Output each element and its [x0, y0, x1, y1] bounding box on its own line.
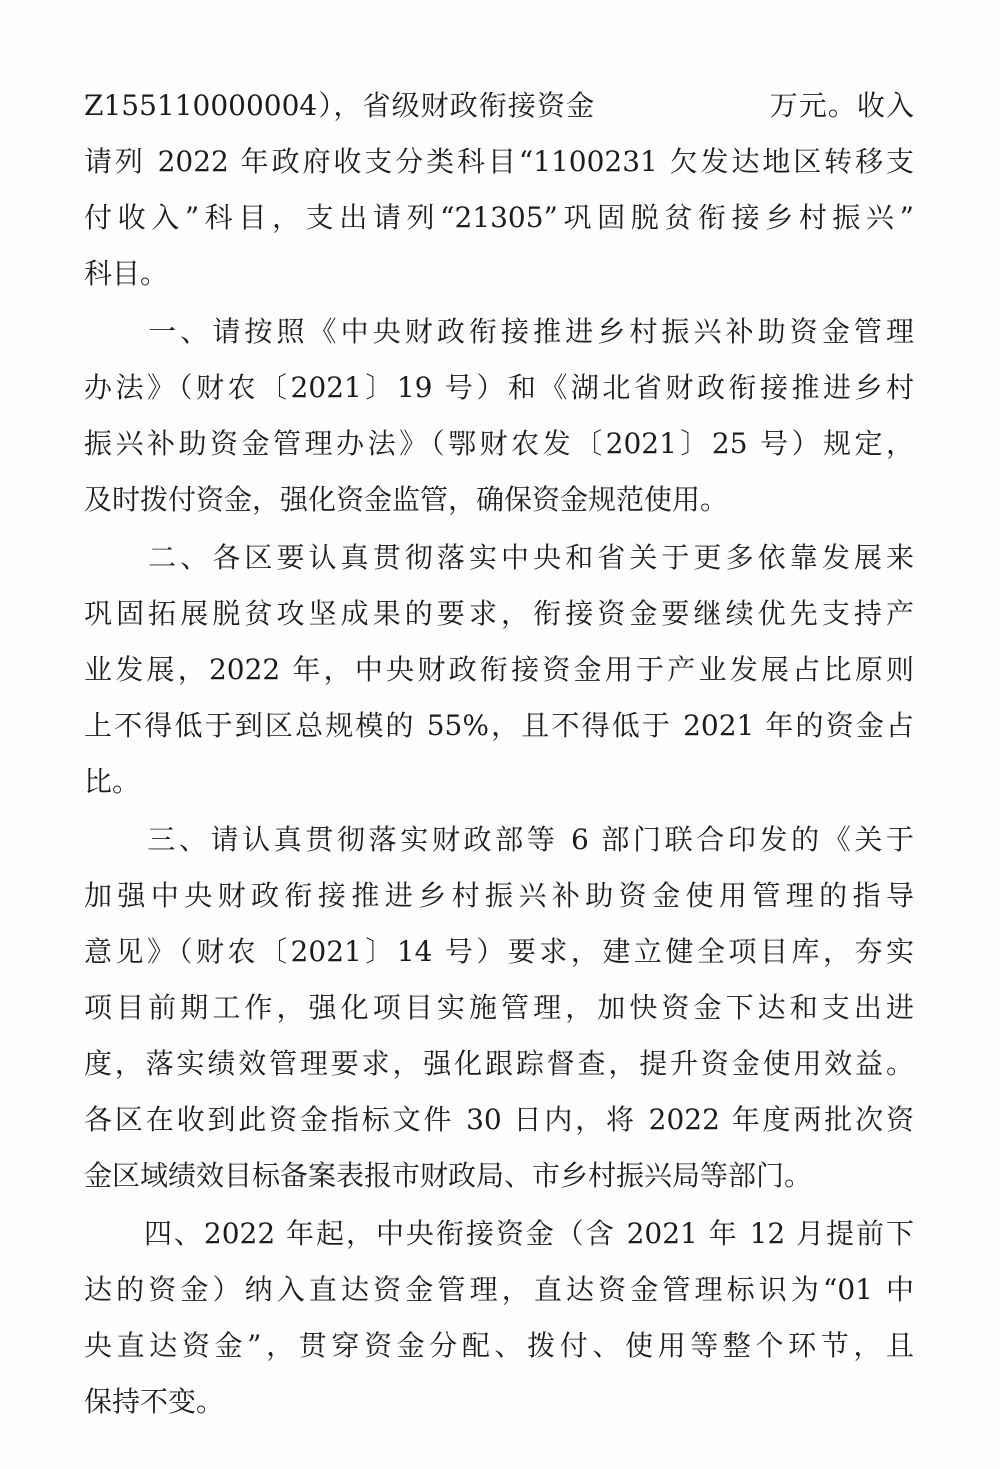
text-line: Z155110000004），省级财政衔接资金 万元。收入 — [84, 89, 914, 122]
text-line: 金区域绩效目标备案表报市财政局、市乡村振兴局等部门。 — [84, 1159, 813, 1192]
text-line: 加强中央财政衔接推进乡村振兴补助资金使用管理的指导 — [84, 879, 914, 912]
text-line: 二、各区要认真贯彻落实中央和省关于更多依靠发展来 — [84, 541, 914, 574]
text-line: 保持不变。 — [84, 1385, 225, 1418]
text-line: 意见》（财农〔2021〕14 号）要求，建立健全项目库，夯实 — [84, 935, 914, 968]
text-line: 达的资金）纳入直达资金管理，直达资金管理标识为“01 中 — [84, 1273, 914, 1306]
text-line: 四、2022 年起，中央衔接资金（含 2021 年 12 月提前下 — [84, 1217, 914, 1250]
text-line: 度，落实绩效管理要求，强化跟踪督查，提升资金使用效益。 — [84, 1047, 914, 1080]
text-line: 振兴补助资金管理办法》（鄂财农发〔2021〕25 号）规定， — [84, 427, 914, 460]
text-line: 及时拨付资金，强化资金监管，确保资金规范使用。 — [84, 483, 729, 516]
text-line: 巩固拓展脱贫攻坚成果的要求，衔接资金要继续优先支持产 — [84, 597, 914, 630]
text-line: 一、请按照《中央财政衔接推进乡村振兴补助资金管理 — [84, 315, 914, 348]
text-line: 付收入”科目，支出请列“21305”巩固脱贫衔接乡村振兴” — [84, 201, 914, 234]
text-line: 办法》（财农〔2021〕19 号）和《湖北省财政衔接推进乡村 — [84, 371, 914, 404]
text-line: 上不得低于到区总规模的 55%，且不得低于 2021 年的资金占 — [84, 709, 914, 742]
text-line: 科目。 — [84, 257, 169, 290]
text-line: 请列 2022 年政府收支分类科目“1100231 欠发达地区转移支 — [84, 145, 914, 178]
text-line: 项目前期工作，强化项目实施管理，加快资金下达和支出进 — [84, 991, 914, 1024]
text-line: 三、请认真贯彻落实财政部等 6 部门联合印发的《关于 — [84, 823, 914, 856]
text-line: 央直达资金”，贯穿资金分配、拨付、使用等整个环节，且 — [84, 1329, 914, 1362]
text-line: 各区在收到此资金指标文件 30 日内，将 2022 年度两批次资 — [84, 1103, 914, 1136]
text-line: 业发展，2022 年，中央财政衔接资金用于产业发展占比原则 — [84, 653, 914, 686]
text-line: 比。 — [84, 765, 141, 798]
